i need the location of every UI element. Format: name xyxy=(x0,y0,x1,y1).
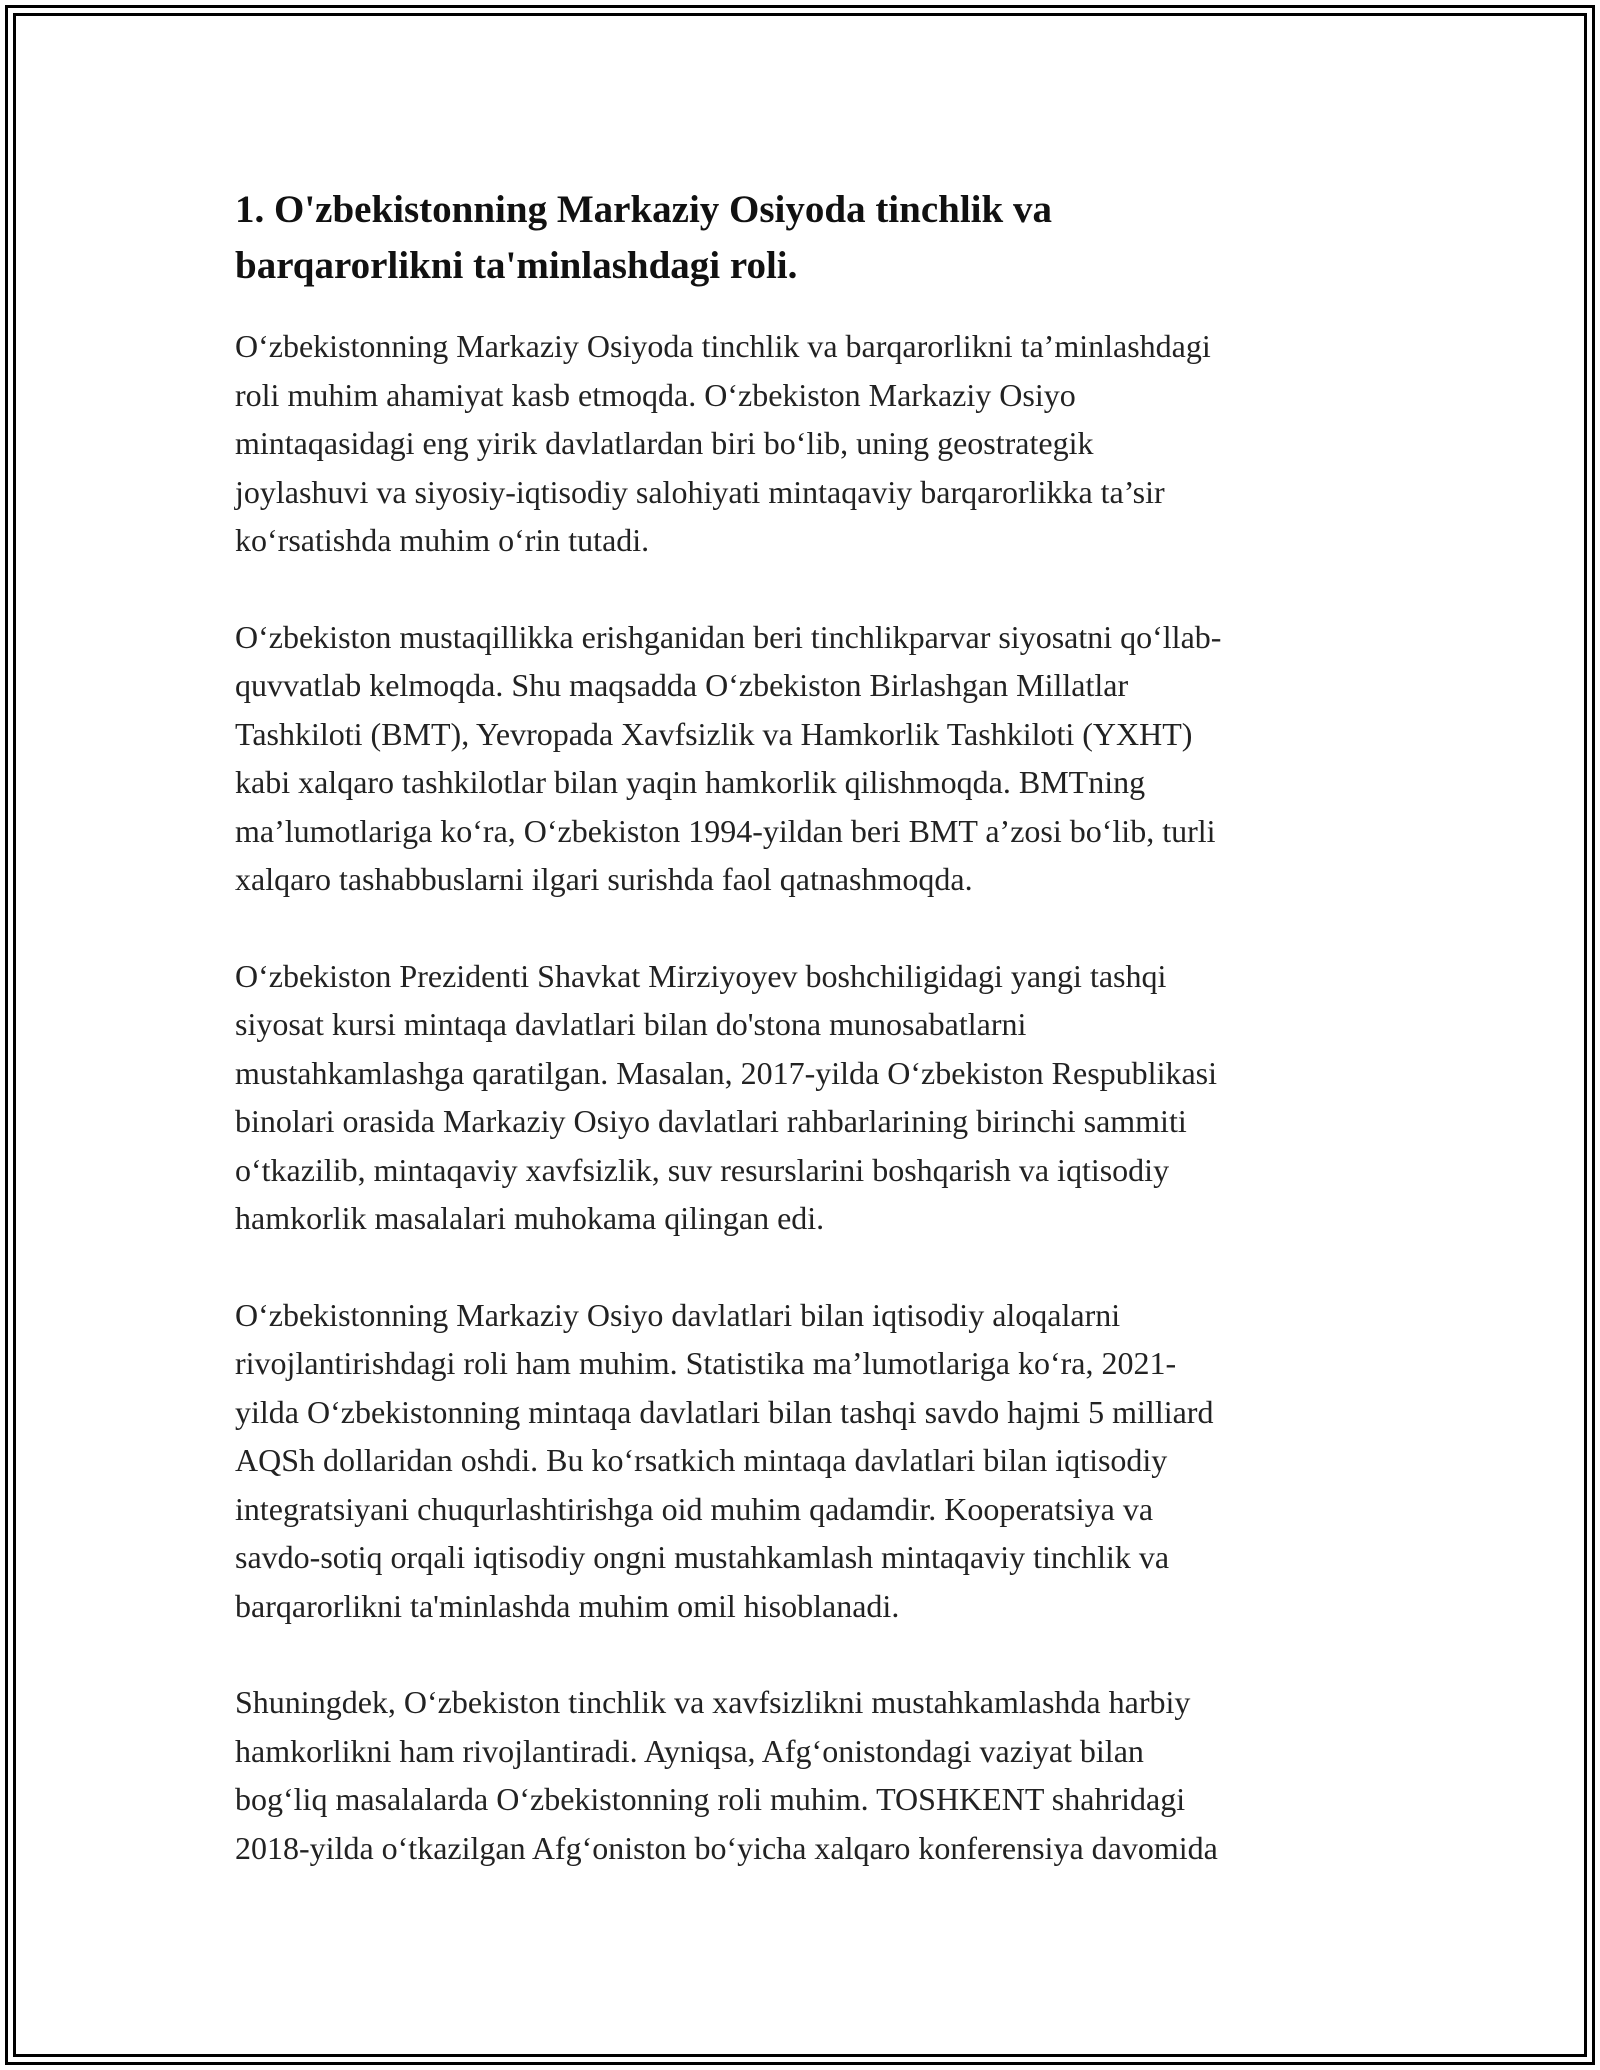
document-heading: 1. O'zbekistonning Markaziy Osiyoda tinchlik va barqarorlikni ta'minlashdagi roli. xyxy=(235,188,1052,287)
paragraph-5: Shuningdek, O‘zbekiston tinchlik va xavfsizlikni mustahkamlashda harbiy hamkorlikni ham rivojlantiradi. Ayniqsa, Afg‘onistondagi vaziyat bilan bog‘liq masalalarda O‘zbekistonning roli muhim. TOSHKENT shahridagi 2018-yilda o‘tkazilgan Afg‘oniston bo‘yicha xalqaro konferensiya davomida xyxy=(235,1684,1218,1866)
paragraph-3: O‘zbekiston Prezidenti Shavkat Mirziyoyev boshchiligidagi yangi tashqi siyosat kursi mintaqa davlatlari bilan do'stona munosabatlarni mustahkamlashga qaratilgan. Masalan, 2017-yilda O‘zbekiston Respublikasi binolari orasida Markaziy Osiyo davlatlari rahbarlarining birinchi sammiti o‘tkazilib, mintaqaviy xavfsizlik, suv resurslarini boshqarish va iqtisodiy hamkorlik masalalari muhokama qilingan edi. xyxy=(235,957,1217,1236)
paragraph-4: O‘zbekistonning Markaziy Osiyo davlatlari bilan iqtisodiy aloqalarni rivojlantirishdagi roli ham muhim. Statistika ma’lumotlariga ko‘ra, 2021- yilda O‘zbekistonning mintaqa davlatlari bilan tashqi savdo hajmi 5 milliard AQSh dollaridan oshdi. Bu ko‘rsatkich mintaqa davlatlari bilan iqtisodiy integratsiyani chuqurlashtirishga oid muhim qadamdir. Kooperatsiya va savdo-sotiq orqali iqtisodiy ongni mustahkamlash mintaqaviy tinchlik va barqarorlikni ta'minlashda muhim omil hisoblanadi. xyxy=(235,1296,1214,1624)
paragraph-1: O‘zbekistonning Markaziy Osiyoda tinchlik va barqarorlikni ta’minlashdagi roli muhim ahamiyat kasb etmoqda. O‘zbekiston Markaziy Osiyo mintaqasidagi eng yirik davlatlardan biri bo‘lib, uning geostrategik joylashuvi va siyosiy-iqtisodiy salohiyati mintaqaviy barqarorlikka ta’sir ko‘rsatishda muhim o‘rin tutadi. xyxy=(235,328,1211,558)
document-body xyxy=(235,182,1375,1920)
paragraph-2: O‘zbekiston mustaqillikka erishganidan beri tinchlikparvar siyosatni qo‘llab- quvvatlab kelmoqda. Shu maqsadda O‘zbekiston Birlashgan Millatlar Tashkiloti (BMT), Yevropada Xavfsizlik va Hamkorlik Tashkiloti (YXHT) kabi xalqaro tashkilotlar bilan yaqin hamkorlik qilishmoqda. BMTning ma’lumotlariga ko‘ra, O‘zbekiston 1994-yildan beri BMT a’zosi bo‘lib, turli xalqaro tashabbuslarni ilgari surishda faol qatnashmoqda. xyxy=(235,618,1222,897)
